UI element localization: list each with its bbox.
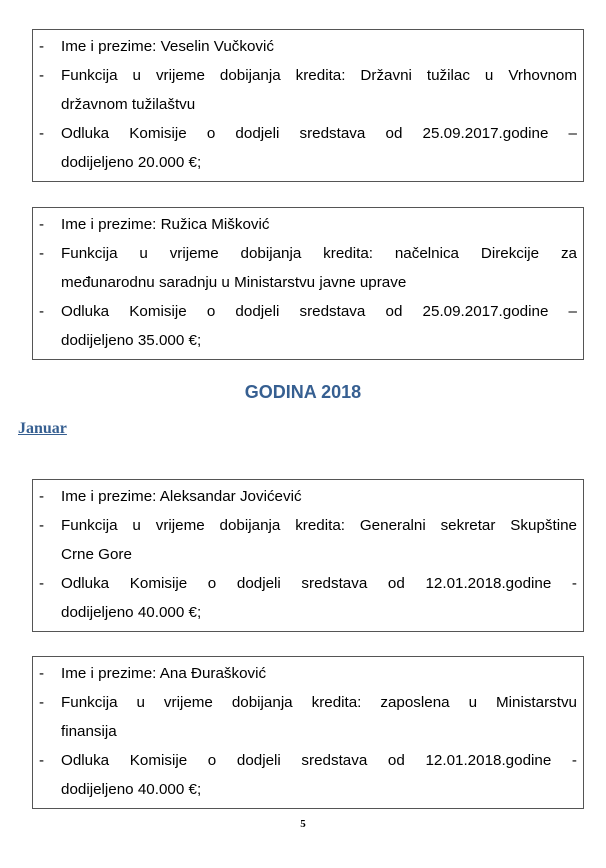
entry-function-cont: državnom tužilaštvu (61, 96, 196, 113)
bullet-dash: - (39, 245, 45, 262)
entry-decision-line (39, 746, 577, 775)
bullet-dash: - (39, 303, 45, 320)
entry-function-line (39, 61, 577, 90)
section-heading: GODINA 2018 (244, 382, 362, 402)
entry-name-line (39, 659, 577, 688)
entry-decision-cont: dodijeljeno 40.000 €; (61, 781, 202, 798)
bullet-dash: - (39, 665, 45, 682)
entry-decision-cont: dodijeljeno 35.000 €; (61, 332, 202, 349)
entry-function-cont: finansija (61, 723, 117, 740)
entry-function: Funkcija u vrijeme dobijanja kredita: zaposlena u Ministarstvu (61, 694, 577, 711)
bullet-dash: - (39, 67, 45, 84)
entry-function-line (39, 239, 577, 268)
entry-box (32, 29, 584, 182)
entry-decision: Odluka Komisije o dodjeli sredstava od 12.01.2018.godine - (61, 575, 577, 592)
entry-function-cont: međunarodnu saradnju u Ministarstvu javne uprave (61, 274, 407, 291)
page-number: 5 (300, 818, 306, 830)
entry-function-line (39, 511, 577, 540)
entry-decision-cont: dodijeljeno 40.000 €; (61, 604, 202, 621)
bullet-dash: - (39, 125, 45, 142)
entry-decision: Odluka Komisije o dodjeli sredstava od 25.09.2017.godine – (61, 303, 577, 320)
entry-name-line (39, 482, 577, 511)
entry-name: Ime i prezime: Aleksandar Jovićević (61, 488, 302, 505)
bullet-dash: - (39, 694, 45, 711)
bullet-dash: - (39, 38, 45, 55)
entry-name-line (39, 210, 577, 239)
entry-function: Funkcija u vrijeme dobijanja kredita: načelnica Direkcije za (61, 245, 577, 262)
bullet-dash: - (39, 517, 45, 534)
month-heading: Januar (18, 420, 67, 437)
entry-name-line (39, 32, 577, 61)
entry-decision-line (39, 297, 577, 326)
bullet-dash: - (39, 575, 45, 592)
entry-decision-line (39, 119, 577, 148)
entry-box (32, 479, 584, 632)
bullet-dash: - (39, 752, 45, 769)
entry-decision: Odluka Komisije o dodjeli sredstava od 25.09.2017.godine – (61, 125, 577, 142)
entry-decision-cont: dodijeljeno 20.000 €; (61, 154, 202, 171)
bullet-dash: - (39, 216, 45, 233)
entry-box (32, 207, 584, 360)
entry-function: Funkcija u vrijeme dobijanja kredita: Generalni sekretar Skupštine (61, 517, 577, 534)
entry-name: Ime i prezime: Veselin Vučković (61, 38, 274, 55)
entry-box (32, 656, 584, 809)
entry-function-cont: Crne Gore (61, 546, 132, 563)
entry-decision: Odluka Komisije o dodjeli sredstava od 12.01.2018.godine - (61, 752, 577, 769)
entry-name: Ime i prezime: Ružica Mišković (61, 216, 270, 233)
entry-function: Funkcija u vrijeme dobijanja kredita: Državni tužilac u Vrhovnom (61, 67, 577, 84)
entry-decision-line (39, 569, 577, 598)
entry-name: Ime i prezime: Ana Đurašković (61, 665, 267, 682)
entry-function-line (39, 688, 577, 717)
bullet-dash: - (39, 488, 45, 505)
